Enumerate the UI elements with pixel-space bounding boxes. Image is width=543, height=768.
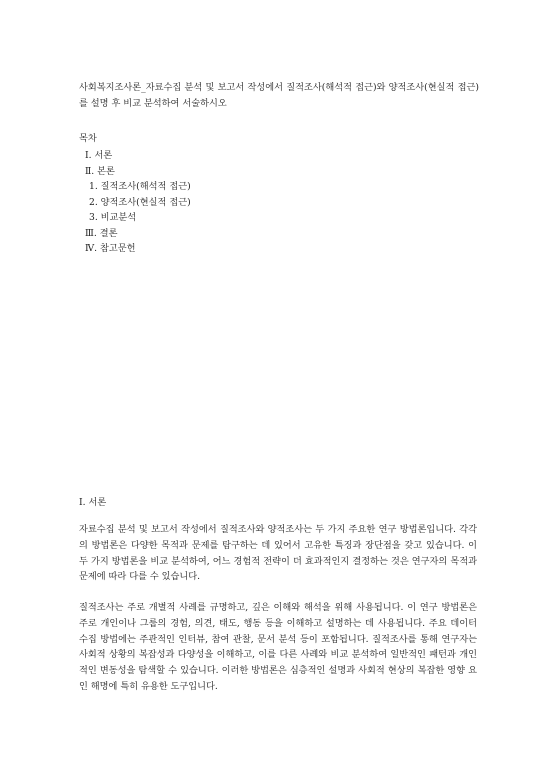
toc-item: 2. 양적조사(현실적 접근): [89, 196, 191, 208]
toc-item: Ⅱ. 본론: [85, 165, 115, 177]
toc-item: Ⅲ. 결론: [85, 227, 118, 239]
body-paragraph: 질적조사는 주로 개별적 사례를 규명하고, 깊은 이해와 해석을 위해 사용됩니다. 이 연구 방법론은 주로 개인이나 그룹의 경험, 의견, 태도, 행동 등을 이해하고 설명하는 데 사용됩니다. 주요 데이터 수집 방법에는 주관적인 인터뷰, 참여 관찰, 문서 분석 등이 포함됩니다. 질적조사를 통해 연구자는 사회적 상황의 복잡성과 다양성을 이해하고, 이를 다른 사례와 비교 분석하여 일반적인 패턴과 개인적인 변동성을 탐색할 수 있습니다. 이러한 방법론은 심층적인 설명과 사회적 현상의 복잡한 영향 요인 해명에 특히 유용한 도구입니다.: [79, 602, 477, 692]
toc-item: 3. 비교분석: [89, 212, 137, 223]
toc-item: Ⅰ. 서론: [85, 150, 113, 161]
toc-item: Ⅳ. 참고문헌: [85, 243, 136, 254]
toc-item: 1. 질적조사(해석적 접근): [89, 181, 191, 192]
table-of-contents: [79, 148, 191, 257]
toc-heading: 목차: [79, 133, 97, 144]
document-title: 사회복지조사론_자료수집 분석 및 보고서 작성에서 질적조사(해석적 접근)와 양적조사(현실적 접근)를 설명 후 비교 분석하여 서술하시오: [79, 82, 479, 109]
section-heading: Ⅰ. 서론: [79, 497, 107, 508]
body-paragraph: 자료수집 분석 및 보고서 작성에서 질적조사와 양적조사는 두 가지 주요한 연구 방법론입니다. 각각의 방법론은 다양한 목적과 문제를 탐구하는 데 있어서 고유한 특징과 장단점을 갖고 있습니다. 이 두 가지 방법론을 비교 분석하여, 어느 경험적 전략이 더 효과적인지 결정하는 것은 연구자의 목적과 문제에 따라 다를 수 있습니다.: [79, 524, 477, 583]
